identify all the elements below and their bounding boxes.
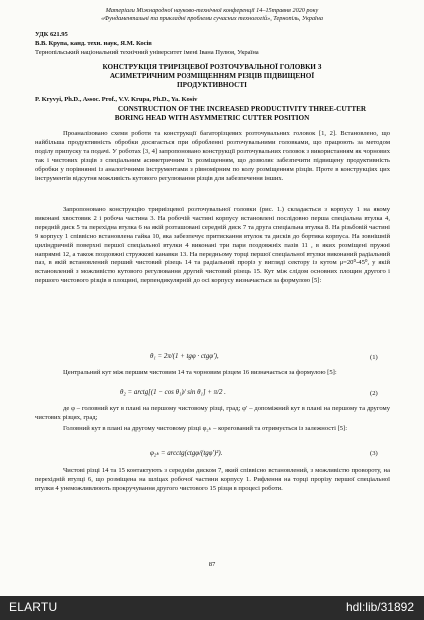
paragraph-corrected-angle: Головний кут в плані на другому чистовому різці φ₂ₖ – корегований та отримується із залежності [5]: <box>63 425 348 432</box>
title-english-line-2: BORING HEAD WITH ASYMMETRIC CUTTER POSITION <box>114 114 310 122</box>
paragraph-central-angle: Центральний кут між першим чистовим 14 та чорновим різцем 16 визначається за формулою [5]: <box>63 369 337 376</box>
equation-2-number: (2) <box>370 390 378 397</box>
title-ukrainian-line-3: ПРОДУКТИВНОСТІ <box>177 81 247 89</box>
equation-1-number: (1) <box>370 354 378 361</box>
page-number: 87 <box>208 561 216 568</box>
repository-name: ELARTU <box>9 600 58 614</box>
equation-2: θ₂ = arctg[(1 − cos θ₁)/ sin θ₁] + π/2 . <box>120 389 226 396</box>
authors-english: P. Kryvyi, Ph.D., Assoc. Prof., V.V. Krupa, Ph.D., Ya. Kosiv <box>35 96 198 103</box>
equation-1: θ₁ = 2π/(1 + tgφ · ctgφ′), <box>150 353 219 360</box>
authors-ukrainian: В.В. Крупа, канд. техн. наук, Я.М. Косів <box>35 40 152 47</box>
paragraph-intro: Проаналізовано схеми роботи та конструкції багаторізцевих розточувальних головок [1, 2]. Встановлено, що найбільша продуктивність обробки досягається при обробленні розточувальними головками, що працюють за методом поділу припуску та подачі. У роботах [3, 4] запропоновано конструкції розточувальних головок з використанням як чорнових так і чистових різців з спеціальним асиметричним їх розміщенням, що дозволяє забезпечити підвищену продуктивність обробки у порівнянні із аналогічними інструментами з рівномірним по колу розміщенням різців. Проте в конструкціях цих інструментів відсутня можливість кутового регулювання різців для забезпечення інших. <box>35 130 390 182</box>
affiliation: Тернопільський національний технічний університет імені Івана Пулюя, Україна <box>35 49 259 56</box>
title-ukrainian-line-1: КОНСТРУКЦІЯ ТРИРІЗЦЕВОЇ РОЗТОЧУВАЛЬНОЇ ГОЛОВКИ З <box>102 63 322 71</box>
title-english-line-1: CONSTRUCTION OF THE INCREASED PRODUCTIVITY THREE-CUTTER <box>117 105 367 113</box>
equation-3-number: (3) <box>370 450 378 457</box>
paragraph-finishing-cutters: Чистові різці 14 та 15 контактують з середнім диском 7, який співвісно встановлений, з можливістю провороту, на перехідній втулці 6, що розміщена на шліцах робочої частини корпусу 1. Рифлення на торці прорізу першої спеціальної втулки 4 унеможливлюють прокручування другого чистового 15 різця в процесі роботи. <box>35 467 390 492</box>
footer-bar <box>0 596 424 620</box>
udc-code: УДК 621.95 <box>35 31 68 38</box>
paragraph-construction: Запропоновано конструкцію тририізцевої розточувальної головки (рис. 1.) складається з корпусу 1 на якому виконані хвостовик 2 і робоча частина 3. На робочій частині корпусу встановлені послідовно перша спеціальна втулка 4, передній диск 5 та перехідна втулка 6 на якій розташовані середній диск 7 та друга спеціальна втулка 8. На різьбовій частині 9 корпусу 1 співвісно встановлена гайка 10, яка забезпечує притискання втулок та дисків до бортика корпуса. На зовнішній циліндричній поверхні першої спеціальної втулки 4 виконані три пари поздовжніх пазів 11 , в яких розміщені пружні напрямні 12, а також поздовжні стружкові канавки 13. На передньому торці першої спеціальної втулки виконаний радіальний паз, в якій встановлений перший чистовий різець 14 та радіальний проріз у вигляді сектору із кутом μ=20⁰-45⁰, у якій встановлений з можливістю кутового регулювання другий чистовий різець 15. Кут між слідом основних площин другого і першого чистового різців в площині, перпендикулярній до осі корпусу визначається за формулою [5]: <box>35 206 390 285</box>
conference-header-line-2: «Фундаментальні та прикладні проблеми сучасних технологій», Тернопіль, Україна <box>101 15 323 22</box>
paragraph-where-definitions: де φ – головний кут в плані на першому чистовому різці, град; φ′ – допоміжний кут в плані на першому та другому чистових різцях, град; <box>35 405 390 421</box>
conference-header-line-1: Матеріали Міжнародної науково-технічної конференції 14–15травня 2020 року <box>105 7 319 14</box>
title-ukrainian-line-2: АСИМЕТРИЧНИМ РОЗМІЩЕННЯМ РІЗЦІВ ПІДВИЩЕНОЇ <box>109 72 315 80</box>
handle-identifier: hdl:lib/31892 <box>345 600 414 614</box>
equation-3: φ₂ₖ = arcctg(ctgφ/(tgφ′)²). <box>150 450 223 457</box>
